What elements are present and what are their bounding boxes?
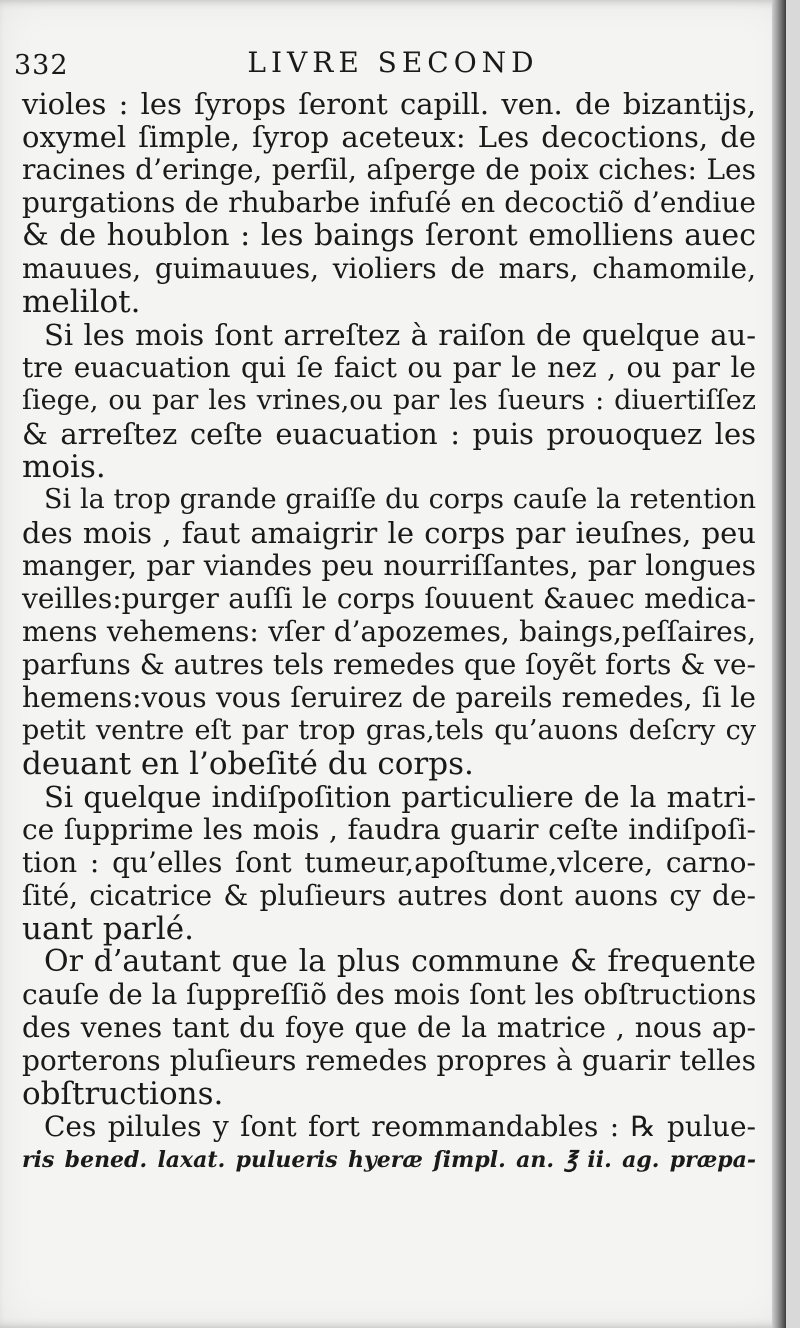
text-line: racines d’eringe, perſil, aſperge de poix ciches: Les: [22, 153, 756, 186]
text-line: & arreſtez ceſte euacuation : puis prouoquez les: [22, 417, 756, 451]
text-line: deuant en l’obeſité du corps.: [22, 746, 474, 782]
text-line: Si les mois ſont arreſtez à raiſon de quelque au-: [44, 318, 756, 352]
text-line: uant parlé.: [22, 911, 194, 947]
text-line: manger, par viandes peu nourriſſantes, par longues: [22, 549, 756, 582]
text-line: ſité, cicatrice & pluſieurs autres dont auons cy de-: [22, 879, 756, 912]
text-line: veilles:purger auſſi le corps ſouuent &auec medica-: [22, 582, 756, 615]
text-line: tion : qu’elles ſont tumeur,apoſtume,vlcere, carno-: [22, 846, 756, 879]
text-line: purgations de rhubarbe infuſé en decoctiõ d’endiue: [22, 186, 756, 219]
text-line: hemens:vous vous ſeruirez de pareils remedes, ſi le: [22, 681, 756, 714]
text-line: melilot.: [22, 284, 141, 320]
text-line: Si quelque indiſpoſition particuliere de la matri-: [44, 780, 756, 814]
text-line: porterons pluſieurs remedes propres à guarir telles: [22, 1044, 756, 1077]
text-line: ſiege, ou par les vrines,ou par les ſueurs : diuertiſſez: [22, 385, 756, 416]
text-line: tre euacuation qui ſe faict ou par le nez , ou par le: [22, 351, 756, 384]
text-line: cauſe de la ſuppreſſiõ des mois ſont les obſtructions: [22, 978, 757, 1011]
text-line: des venes tant du foye que de la matrice , nous ap-: [22, 1011, 756, 1044]
text-line: & de houblon : les baings ſeront emolliens auec: [22, 218, 756, 253]
text-line: petit ventre eſt par trop gras,tels qu’auons deſcry cy: [22, 715, 756, 746]
running-head: LIVRE SECOND: [247, 46, 539, 79]
text-line: parfuns & autres tels remedes que ſoyẽt forts & ve-: [22, 648, 756, 681]
text-line: ce ſupprime les mois , faudra guarir ceſte indiſpoſi-: [22, 813, 756, 846]
text-line: des mois , faut amaigrir le corps par ieuſnes, peu: [22, 516, 756, 550]
page-number: 332: [14, 50, 69, 81]
text-line: obſtructions.: [22, 1076, 224, 1112]
text-line: violes : les ſyrops ſeront capill. ven. de bizantijs,: [22, 87, 756, 121]
text-line: Or d’autant que la plus commune & frequente: [44, 944, 756, 979]
text-line: Ces pilules y ſont fort reommandables : ℞ pulue-: [44, 1110, 756, 1143]
page-edge-shadow: [772, 0, 786, 1328]
text-line: mois.: [22, 449, 106, 485]
text-line: mauues, guimauues, violiers de mars, chamomile,: [22, 252, 756, 285]
text-line: Si la trop grande graiſſe du corps cauſe la retention: [44, 484, 756, 515]
text-line: ris bened. laxat. pulueris hyeræ ſimpl. an. ℥ ii. ag. præpa-: [22, 1147, 756, 1173]
text-line: mens vehemens: vſer d’apozemes, baings,peſſaires,: [22, 615, 756, 648]
text-line: oxymel ſimple, ſyrop aceteux: Les decoctions, de: [22, 120, 756, 154]
page-header: [0, 42, 786, 82]
